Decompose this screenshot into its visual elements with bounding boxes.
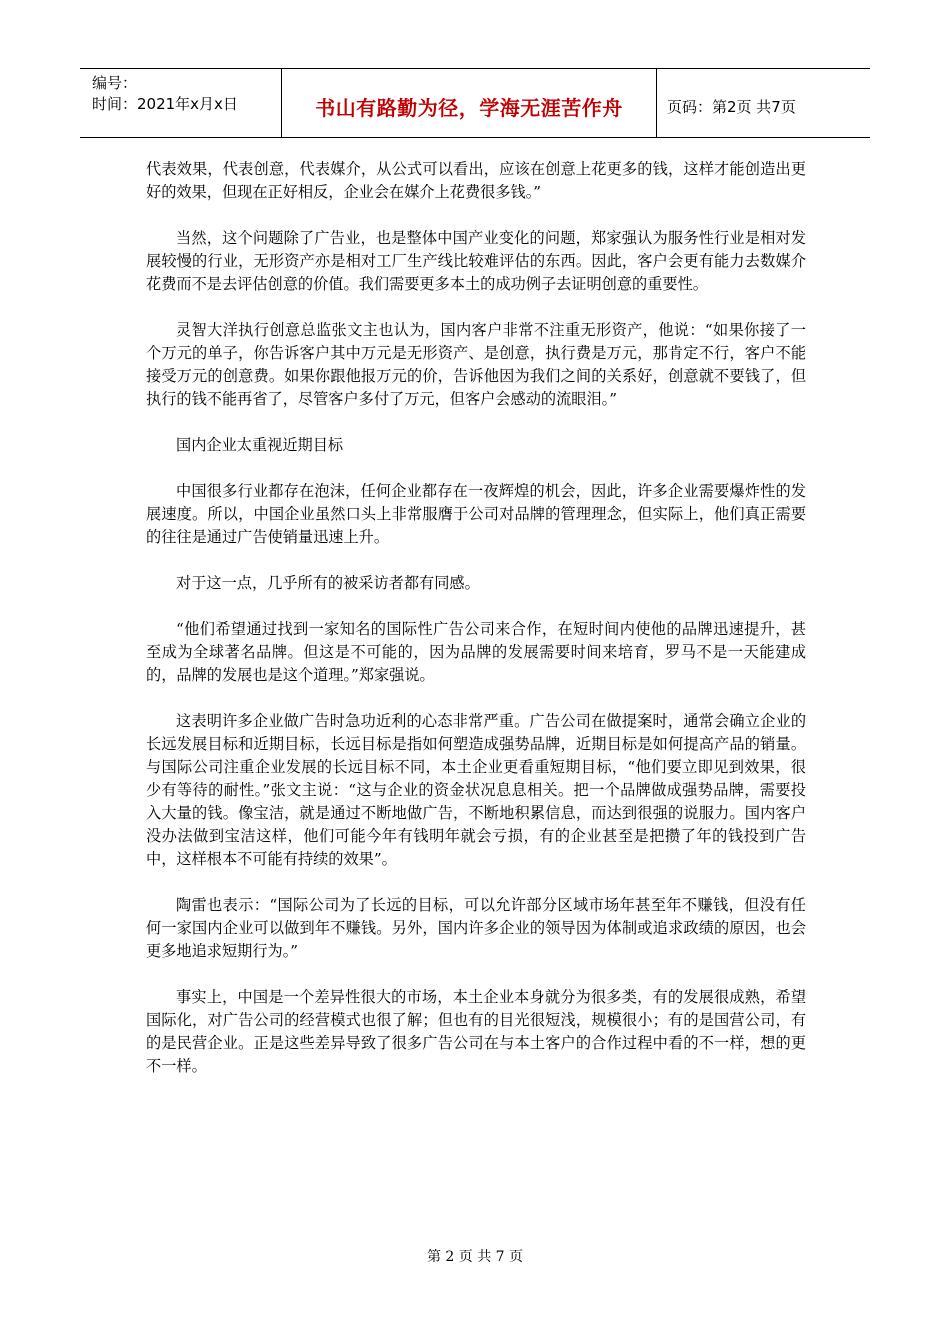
paragraph: 陶雷也表示：“国际公司为了长远的目标，可以允许部分区域市场年甚至年不赚钱，但没有任何一家国内企业可以做到年不赚钱。另外，国内许多企业的领导因为体制或追求政绩的原因，也会更多地追求短期行为。” <box>146 896 806 960</box>
paragraph: 对于这一点，几乎所有的被采访者都有同感。 <box>176 574 480 592</box>
paragraph: 灵智大洋执行创意总监张文主也认为，国内客户非常不注重无形资产，他说：“如果你接了一个万元的单子，你告诉客户其中万元是无形资产、是创意，执行费是万元，那肯定不行，客户不能接受万元的创意费。如果你跟他报万元的价，告诉他因为我们之间的关系好，创意就不要钱了，但执行的钱不能再省了，尽管客户多付了万元，但客户会感动的流眼泪。” <box>146 321 806 408</box>
page-footer: 第 2 页 共 7 页 <box>426 1249 524 1265</box>
header-info-cell <box>80 69 281 137</box>
section-heading: 国内企业太重视近期目标 <box>176 436 344 454</box>
paragraph: 事实上，中国是一个差异性很大的市场，本土企业本身就分为很多类，有的发展很成熟，希望国际化，对广告公司的经营模式也很了解；但也有的目光很短浅，规模很小；有的是国营公司，有的是民营企业。正是这些差异导致了很多广告公司在与本土客户的合作过程中看的不一样，想的更不一样。 <box>146 988 806 1075</box>
paragraph: 中国很多行业都存在泡沫，任何企业都存在一夜辉煌的机会，因此，许多企业需要爆炸性的发展速度。所以，中国企业虽然口头上非常服膺于公司对品牌的管理理念，但实际上，他们真正需要的往往是通过广告使销量迅速上升。 <box>146 482 806 546</box>
paragraph: “他们希望通过找到一家知名的国际性广告公司来合作，在短时间内使他的品牌迅速提升，甚至成为全球著名品牌。但这是不可能的，因为品牌的发展需要时间来培育，罗马不是一天能建成的，品牌的发展也是这个道理。”郑家强说。 <box>146 620 806 684</box>
motto: 书山有路勤为径，学海无涯苦作舟 <box>281 69 657 137</box>
document-body <box>146 158 806 1101</box>
paragraph: 当然，这个问题除了广告业，也是整体中国产业变化的问题，郑家强认为服务性行业是相对发展较慢的行业，无形资产亦是相对工厂生产线比较难评估的东西。因此，客户会更有能力去数媒介花费而不是去评估创意的价值。我们需要更多本土的成功例子去证明创意的重要性。 <box>146 229 806 293</box>
number-label: 编号： <box>92 74 138 92</box>
header-page-label: 页码：第2页 共7页 <box>667 97 796 116</box>
date-label: 时间：2021年x月x日 <box>92 95 238 113</box>
page-header <box>80 68 870 138</box>
paragraph: 这表明许多企业做广告时急功近利的心态非常严重。广告公司在做提案时，通常会确立企业的长远发展目标和近期目标，长远目标是指如何塑造成强势品牌，近期目标是如何提高产品的销量。与国际公司注重企业发展的长远目标不同，本土企业更看重短期目标，“他们要立即见到效果，很少有等待的耐性。”张文主说：“这与企业的资金状况息息相关。把一个品牌做成强势品牌，需要投入大量的钱。像宝洁，就是通过不断地做广告，不断地积累信息，而达到很强的说服力。国内客户没办法做到宝洁这样，他们可能今年有钱明年就会亏损，有的企业甚至是把攒了年的钱投到广告中，这样根本不可能有持续的效果”。 <box>146 712 806 868</box>
paragraph: 代表效果，代表创意，代表媒介，从公式可以看出，应该在创意上花更多的钱，这样才能创造出更好的效果，但现在正好相反，企业会在媒介上花费很多钱。” <box>146 160 806 201</box>
